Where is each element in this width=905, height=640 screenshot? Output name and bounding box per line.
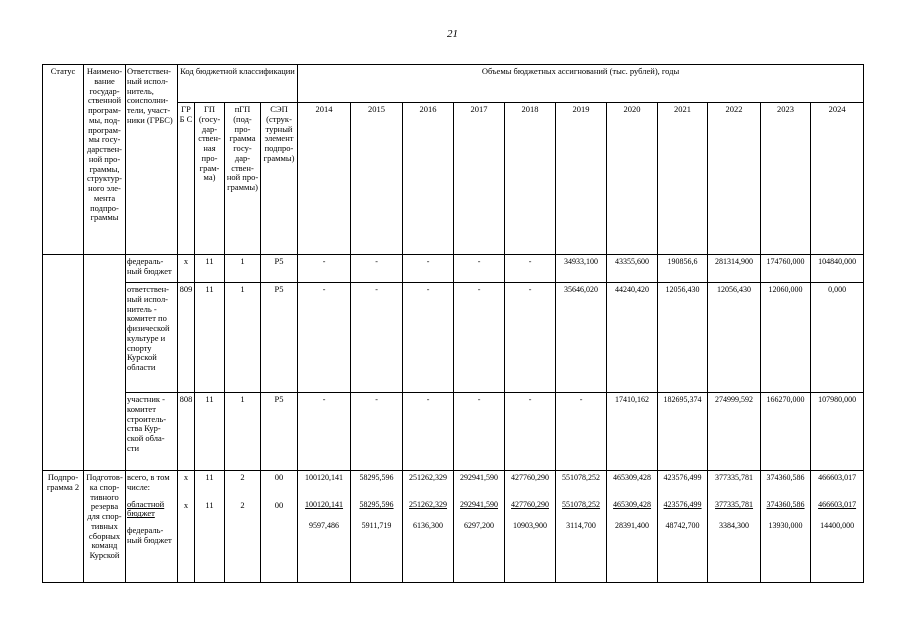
responsible-cell: участник - комитет строитель-ства Кур-ской обла-сти (126, 393, 178, 471)
header-year: 2020 (607, 103, 658, 255)
value-cell: - (298, 283, 351, 393)
value-cell: - (298, 255, 351, 283)
value-cell: 190856,6 (658, 255, 708, 283)
header-year: 2014 (298, 103, 351, 255)
value-cell: 166270,000 (761, 393, 811, 471)
value-cell: - (454, 255, 505, 283)
budget-allocation-table (42, 64, 864, 583)
value-regional: 58295,596 (359, 500, 394, 510)
header-grbs: ГРБ С (178, 103, 195, 255)
header-allocations-group: Объемы бюджетных ассигнований (тыс. рублей), годы (298, 65, 864, 103)
value-regional: 427760,290 (511, 500, 550, 510)
value-cell: 0,000 (811, 283, 864, 393)
value-cell: 274999,592 (708, 393, 761, 471)
table-row (43, 393, 864, 471)
name-cell: Подготов-ка спор-тивного резерва для спор-тивных сборных команд Курской (84, 471, 126, 583)
value-federal: 28391,400 (615, 521, 650, 531)
value-cell: - (505, 393, 556, 471)
value-total: 374360,586 (766, 473, 805, 482)
page-number: 21 (447, 28, 458, 40)
gp-cell: 11 (195, 283, 225, 393)
header-gp: ГП (госу-дар-ствен-ная про-грам-ма) (195, 103, 225, 255)
value-regional: 423576,499 (663, 500, 702, 510)
value-regional: 100120,141 (305, 500, 344, 510)
grbs-cell: 809 (178, 283, 195, 393)
gp-cell (195, 471, 225, 583)
sep-line: 00 (274, 472, 284, 482)
value-cell: 12060,000 (761, 283, 811, 393)
value-cell: 107980,000 (811, 393, 864, 471)
pgp-cell: 1 (225, 283, 261, 393)
value-cell (811, 471, 864, 583)
value-cell: 12056,430 (708, 283, 761, 393)
header-year: 2019 (556, 103, 607, 255)
sep-cell: Р5 (261, 283, 298, 393)
value-regional: 466603,017 (818, 500, 857, 510)
value-federal: 48742,700 (665, 521, 700, 531)
table-row (43, 471, 864, 583)
value-cell: 104840,000 (811, 255, 864, 283)
sep-cell (261, 471, 298, 583)
value-total: 100120,141 (305, 473, 344, 482)
value-federal: 6297,200 (464, 521, 495, 531)
header-year: 2024 (811, 103, 864, 255)
value-cell (761, 471, 811, 583)
responsible-line-total: всего, в том числе: (127, 472, 170, 492)
value-federal: 5911,719 (361, 521, 392, 531)
value-cell: 35646,020 (556, 283, 607, 393)
value-federal: 3384,300 (719, 521, 750, 531)
pgp-cell: 1 (225, 255, 261, 283)
value-cell: - (403, 393, 454, 471)
value-total: 427760,290 (511, 473, 550, 482)
header-year: 2016 (403, 103, 454, 255)
value-cell: - (403, 283, 454, 393)
value-total: 292941,590 (460, 473, 499, 482)
value-cell: - (298, 393, 351, 471)
value-cell: 17410,162 (607, 393, 658, 471)
value-cell (607, 471, 658, 583)
value-cell: 12056,430 (658, 283, 708, 393)
value-cell: 174760,000 (761, 255, 811, 283)
value-cell: 34933,100 (556, 255, 607, 283)
value-regional: 251262,329 (409, 500, 448, 510)
value-total: 58295,596 (359, 473, 394, 482)
value-cell (505, 471, 556, 583)
value-regional: 551078,252 (562, 500, 601, 510)
value-cell (403, 471, 454, 583)
value-cell (556, 471, 607, 583)
gp-line: 11 (205, 472, 214, 482)
value-total: 551078,252 (562, 473, 601, 482)
value-cell: 43355,600 (607, 255, 658, 283)
gp-cell: 11 (195, 255, 225, 283)
header-year: 2021 (658, 103, 708, 255)
pgp-cell (225, 471, 261, 583)
value-cell: - (351, 255, 403, 283)
value-cell (454, 471, 505, 583)
value-federal: 6136,300 (413, 521, 444, 531)
grbs-line: x (183, 472, 189, 482)
header-year: 2022 (708, 103, 761, 255)
value-federal: 9597,486 (309, 521, 340, 531)
value-cell (708, 471, 761, 583)
value-cell: - (351, 283, 403, 393)
header-status: Статус (43, 65, 84, 255)
responsible-cell (126, 471, 178, 583)
value-regional: 292941,590 (460, 500, 499, 510)
responsible-cell: федераль-ный бюджет (126, 255, 178, 283)
value-cell (298, 471, 351, 583)
value-cell: - (505, 255, 556, 283)
table-row (43, 283, 864, 393)
header-pgp: пГП (под-про-грамма госу-дар-ствен-ной про-граммы) (225, 103, 261, 255)
name-cell (84, 255, 126, 471)
value-cell: - (351, 393, 403, 471)
value-cell (658, 471, 708, 583)
grbs-cell: 808 (178, 393, 195, 471)
value-federal: 10903,900 (513, 521, 548, 531)
pgp-line: 2 (240, 499, 245, 510)
grbs-cell: x (178, 255, 195, 283)
header-year: 2015 (351, 103, 403, 255)
sep-cell: Р5 (261, 255, 298, 283)
pgp-line: 2 (240, 472, 245, 482)
value-cell: 281314,900 (708, 255, 761, 283)
status-cell: Подпро-грамма 2 (43, 471, 84, 583)
table-row (43, 255, 864, 283)
value-cell: 44240,420 (607, 283, 658, 393)
sep-line: 00 (274, 499, 284, 510)
value-cell: 182695,374 (658, 393, 708, 471)
header-sep: СЭП (струк-турный элемент подпро-граммы) (261, 103, 298, 255)
value-total: 377335,781 (715, 473, 754, 482)
header-year: 2017 (454, 103, 505, 255)
value-federal: 14400,000 (820, 521, 855, 531)
value-total: 465309,428 (613, 473, 652, 482)
value-federal: 13930,000 (768, 521, 803, 531)
value-regional: 374360,586 (766, 500, 805, 510)
pgp-cell: 1 (225, 393, 261, 471)
value-total: 423576,499 (663, 473, 702, 482)
header-year: 2018 (505, 103, 556, 255)
value-regional: 465309,428 (613, 500, 652, 510)
header-responsible: Ответствен-ный испол-нитель, соисполни-тели, участ-ники (ГРБС) (126, 65, 178, 255)
value-cell (351, 471, 403, 583)
grbs-cell (178, 471, 195, 583)
gp-cell: 11 (195, 393, 225, 471)
value-total: 466603,017 (818, 473, 857, 482)
value-cell: - (556, 393, 607, 471)
header-year: 2023 (761, 103, 811, 255)
responsible-line-regional: областной бюджет (127, 498, 165, 519)
value-cell: - (454, 393, 505, 471)
header-budget-code-group: Код бюджетной классификации (178, 65, 298, 103)
value-cell: - (403, 255, 454, 283)
value-total: 251262,329 (409, 473, 448, 482)
value-federal: 3114,700 (566, 521, 596, 531)
responsible-line-federal: федераль-ный бюджет (127, 525, 172, 545)
value-regional: 377335,781 (715, 500, 754, 510)
responsible-cell: ответствен-ный испол-нитель - комитет по физической культуре и спорту Курской области (126, 283, 178, 393)
status-cell (43, 255, 84, 471)
header-name: Наимено-вание государ-ственной програм-мы, под-програм-мы госу-дарствен-ной про-граммы, структур-ного эле-мента подпро-граммы (84, 65, 126, 255)
value-cell: - (454, 283, 505, 393)
value-cell: - (505, 283, 556, 393)
sep-cell: Р5 (261, 393, 298, 471)
grbs-line: x (183, 499, 189, 510)
gp-line: 11 (205, 499, 214, 510)
